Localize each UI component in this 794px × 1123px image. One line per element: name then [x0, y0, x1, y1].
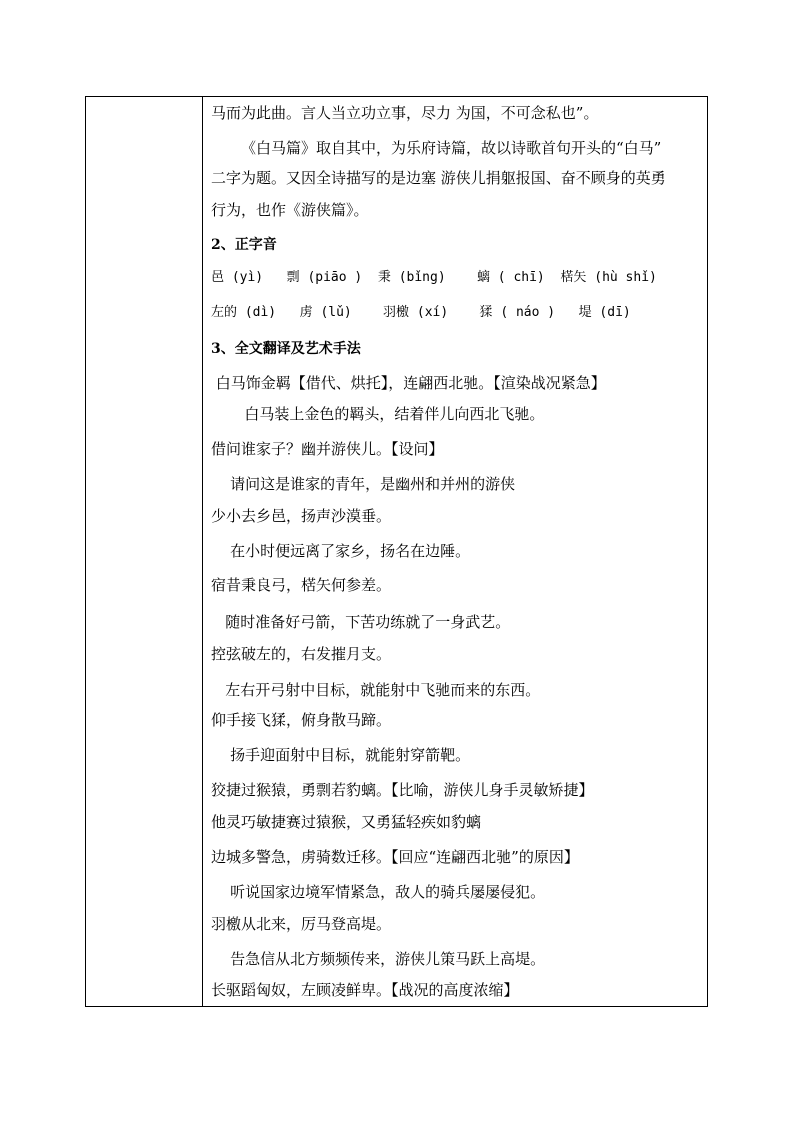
document-table	[85, 96, 708, 1007]
poem-line: 少小去乡邑，扬声沙漠垂。	[211, 507, 392, 525]
poem-line: 狡捷过猴猿，勇剽若豹螭。【比喻，游侠儿身手灵敏矫捷】	[211, 781, 594, 799]
intro-line-3: 二字为题。又因全诗描写的是边塞 游侠儿捐躯报国、奋不顾身的英勇	[211, 169, 666, 187]
translation-line: 告急信从北方频频传来，游侠儿策马跃上高堤。	[211, 950, 546, 968]
section-heading-translation: 3、全文翻译及艺术手法	[211, 341, 361, 357]
poem-line: 借问谁家子？幽并游侠儿。【设问】	[211, 440, 444, 458]
intro-line-4: 行为，也作《游侠篇》。	[211, 201, 369, 219]
translation-line: 他灵巧敏捷赛过猿猴，又勇猛轻疾如豹螭	[211, 813, 482, 831]
poem-line: 控弦破左的，右发摧月支。	[211, 645, 392, 663]
translation-line: 扬手迎面射中目标，就能射穿箭靶。	[211, 746, 471, 764]
translation-line: 左右开弓射中目标，就能射中飞驰而来的东西。	[211, 681, 541, 699]
translation-line: 请问这是谁家的青年，是幽州和并州的游侠	[211, 475, 516, 493]
translation-line: 在小时便远离了家乡，扬名在边陲。	[211, 542, 471, 560]
translation-line: 白马装上金色的羁头，结着伴儿向西北飞驰。	[211, 405, 545, 423]
poem-line: 白马饰金羁【借代、烘托】，连翩西北驰。【渲染战况紧急】	[211, 374, 606, 392]
translation-line: 听说国家边境军情紧急，敌人的骑兵屡屡侵犯。	[211, 883, 546, 901]
table-content-cell	[203, 97, 707, 1006]
table-left-cell	[86, 97, 203, 1006]
poem-line: 羽檄从北来，厉马登高堤。	[211, 915, 392, 933]
pronunciation-row-2: 左的 (dì) 虏 (lǔ) 羽檄 (xí) 猱 ( náo ) 堤 (dī)	[211, 305, 631, 320]
translation-line: 随时准备好弓箭，下苦功练就了一身武艺。	[211, 613, 511, 631]
poem-line: 长驱蹈匈奴，左顾凌鲜卑。【战况的高度浓缩】	[211, 981, 519, 999]
poem-line: 边城多警急，虏骑数迁移。【回应“连翩西北驰”的原因】	[211, 848, 579, 866]
intro-line-1: 马而为此曲。言人当立功立事，尽力 为国，不可念私也”。	[211, 104, 599, 122]
pronunciation-row-1: 邑 (yì) 剽 (piāo ) 秉 (bǐng) 螭 ( chī) 楛矢 (hù shǐ)	[211, 270, 657, 285]
section-heading-pronunciation: 2、正字音	[211, 237, 277, 253]
intro-line-2: 《白马篇》取自其中，为乐府诗篇，故以诗歌首句开头的“白马”	[241, 139, 662, 157]
poem-line: 仰手接飞猱，俯身散马蹄。	[211, 711, 392, 729]
poem-line: 宿昔秉良弓，楛矢何参差。	[211, 576, 392, 594]
